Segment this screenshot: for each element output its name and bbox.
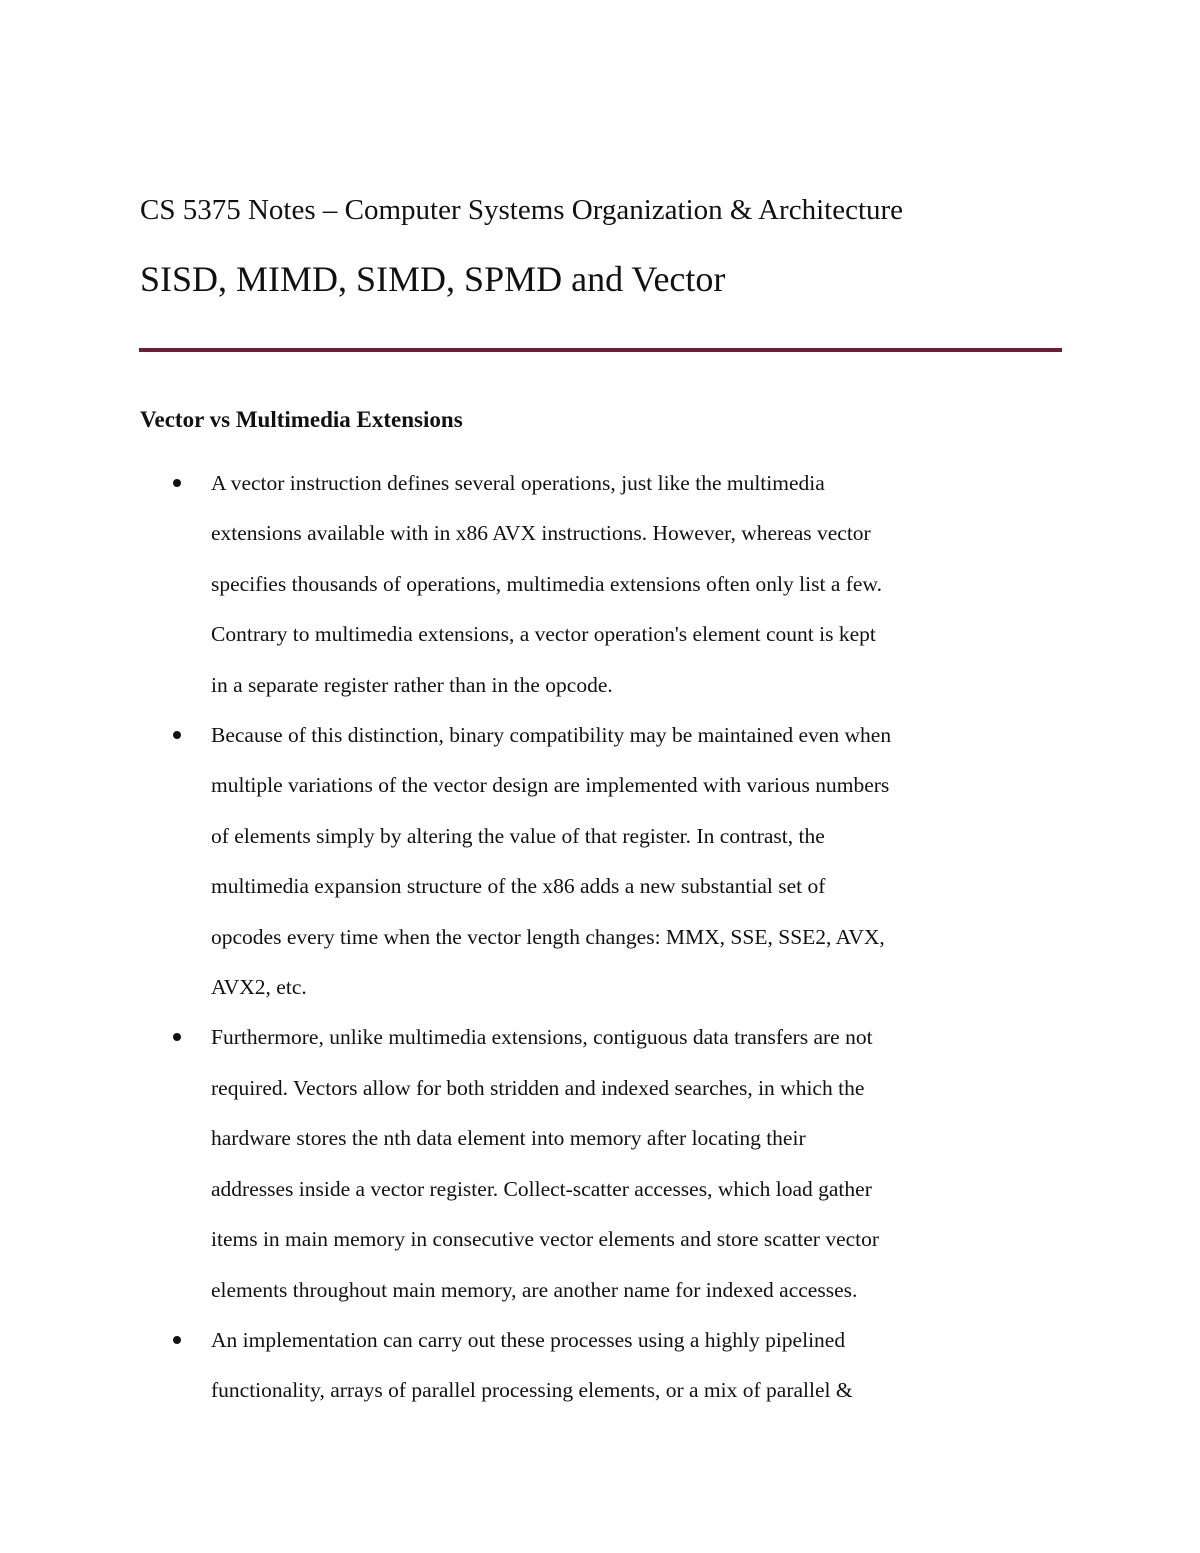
bullet-text-line: Contrary to multimedia extensions, a vector operation's element count is kept <box>211 622 876 647</box>
bullet-text-line: items in main memory in consecutive vector elements and store scatter vector <box>211 1227 880 1252</box>
bullet-text-line: in a separate register rather than in the opcode. <box>211 672 613 697</box>
bullet-dot-icon <box>173 731 181 739</box>
bullet-list <box>140 458 1080 1416</box>
section-heading: Vector vs Multimedia Extensions <box>140 407 463 432</box>
bullet-text-line: extensions available with in x86 AVX instructions. However, whereas vector <box>211 521 871 546</box>
bullet-text-line: of elements simply by altering the value of that register. In contrast, the <box>211 823 825 848</box>
bullet-text-line: specifies thousands of operations, multimedia extensions often only list a few. <box>211 571 882 596</box>
bullet-text-line: Furthermore, unlike multimedia extensions, contiguous data transfers are not <box>211 1025 873 1050</box>
bullet-text-line: multimedia expansion structure of the x86 adds a new substantial set of <box>211 874 826 899</box>
bullet-text-line: elements throughout main memory, are another name for indexed accesses. <box>211 1277 858 1302</box>
bullet-text-line: required. Vectors allow for both stridden and indexed searches, in which the <box>211 1075 865 1100</box>
bullet-dot-icon <box>173 479 181 487</box>
bullet-text-line: AVX2, etc. <box>211 975 307 1000</box>
bullet-text-line: hardware stores the nth data element into memory after locating their <box>211 1126 806 1151</box>
bullet-text-line: functionality, arrays of parallel processing elements, or a mix of parallel & <box>211 1378 853 1403</box>
bullet-text-line: A vector instruction defines several operations, just like the multimedia <box>211 471 825 495</box>
bullet-text-line: An implementation can carry out these processes using a highly pipelined <box>211 1327 846 1352</box>
bullet-text-line: multiple variations of the vector design are implemented with various numbers <box>211 773 890 798</box>
bullet-item <box>140 458 1080 710</box>
bullet-dot-icon <box>173 1033 181 1041</box>
bullet-dot-icon <box>173 1336 181 1344</box>
document-title: SISD, MIMD, SIMD, SPMD and Vector <box>140 259 726 299</box>
bullet-text-line: addresses inside a vector register. Collect-scatter accesses, which load gather <box>211 1176 872 1201</box>
title-divider <box>139 348 1062 352</box>
bullet-text-line: opcodes every time when the vector length changes: MMX, SSE, SSE2, AVX, <box>211 924 885 949</box>
course-title: CS 5375 Notes – Computer Systems Organization & Architecture <box>140 194 904 226</box>
bullet-text-line: Because of this distinction, binary compatibility may be maintained even when <box>211 723 892 748</box>
bullet-item <box>140 710 1080 1012</box>
bullet-item <box>140 1012 1080 1314</box>
bullet-item <box>140 1315 1080 1416</box>
